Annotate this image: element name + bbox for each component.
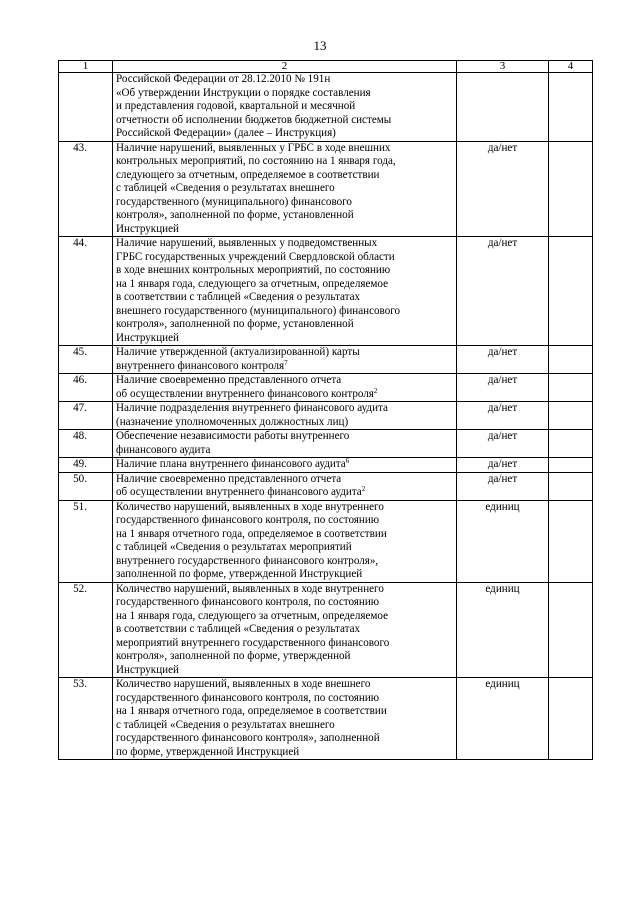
column-numbers-row: [59, 61, 593, 73]
description-line: Количество нарушений, выявленных в ходе внутреннего: [116, 582, 384, 595]
indicator-description: [113, 430, 457, 458]
table-row: [59, 374, 593, 402]
column-number: 1: [59, 61, 113, 73]
row-number: 51.: [59, 500, 113, 582]
description-line: ГРБС государственных учреждений Свердловской области: [116, 250, 395, 263]
indicator-description: [113, 402, 457, 430]
description-line: государственного финансового контроля, по состоянию: [116, 514, 380, 526]
description-line: в ходе внешних контрольных мероприятий, по состоянию: [116, 264, 391, 276]
row-number: 47.: [59, 402, 113, 430]
value-cell: [549, 346, 593, 374]
indicator-description: [113, 141, 457, 237]
value-cell: [549, 430, 593, 458]
unit-of-measure: да/нет: [457, 141, 549, 237]
description-line: контроля», заполненной по форме, установленной: [116, 318, 354, 330]
description-line: «Об утверждении Инструкции о порядке составления: [116, 86, 371, 99]
footnote-marker: 2: [373, 386, 378, 395]
description-line: и представления годовой, квартальной и месячной: [116, 100, 356, 112]
description-line: Инструкцией: [116, 663, 179, 676]
unit-of-measure: да/нет: [457, 472, 549, 500]
description-line: Наличие нарушений, выявленных у подведомственных: [116, 237, 378, 249]
row-number: 50.: [59, 472, 113, 500]
value-cell: [549, 582, 593, 678]
row-number: 52.: [59, 582, 113, 678]
table-row: [59, 430, 593, 458]
value-cell: [549, 472, 593, 500]
description-line: финансового аудита: [116, 443, 211, 456]
value-cell: [549, 678, 593, 760]
description-line: Инструкцией: [116, 331, 179, 344]
description-line: с таблицей «Сведения о результатах мероприятий: [116, 541, 352, 553]
table-row: [59, 582, 593, 678]
description-line: с таблицей «Сведения о результатах внешнего: [116, 718, 335, 731]
description-line: мероприятий внутреннего государственного финансового: [116, 636, 390, 649]
table-row: [59, 402, 593, 430]
description-line: контроля», заполненной по форме, установленной: [116, 209, 354, 221]
value-cell: [549, 374, 593, 402]
description-line: в соответствии с таблицей «Сведения о результатах: [116, 291, 361, 303]
indicators-table: [58, 60, 593, 760]
description-line: Наличие своевременно представленного отчета: [116, 472, 342, 485]
description-line: государственного (муниципального) финансового: [116, 195, 352, 208]
table-row: [59, 678, 593, 760]
value-cell: [549, 237, 593, 346]
unit-of-measure: да/нет: [457, 402, 549, 430]
unit-of-measure: да/нет: [457, 237, 549, 346]
unit-of-measure: единиц: [457, 500, 549, 582]
footnote-marker: 7: [284, 358, 288, 367]
column-number: 4: [549, 61, 593, 73]
description-line: об осуществлении внутреннего финансового аудита$^2$: [116, 485, 366, 498]
footnote-marker: 6: [345, 457, 350, 465]
value-cell: [549, 73, 593, 142]
description-line: Инструкцией: [116, 222, 179, 235]
description-line: Наличие подразделения внутреннего финансового аудита: [116, 402, 388, 414]
row-number: [59, 73, 113, 142]
row-number: 46.: [59, 374, 113, 402]
unit-of-measure: единиц: [457, 582, 549, 678]
unit-of-measure: да/нет: [457, 346, 549, 374]
table-row: [59, 346, 593, 374]
row-number: 49.: [59, 458, 113, 473]
description-line: (назначение уполномоченных должностных лиц): [116, 415, 349, 428]
description-line: Количество нарушений, выявленных в ходе внутреннего: [116, 500, 384, 513]
description-line: Наличие утвержденной (актуализированной) карты: [116, 346, 360, 358]
description-line: с таблицей «Сведения о результатах внешнего: [116, 182, 335, 194]
description-line: Наличие нарушений, выявленных у ГРБС в ходе внешних: [116, 141, 391, 154]
table-row: [59, 458, 593, 473]
row-number: 53.: [59, 678, 113, 760]
description-line: следующего за отчетным, определяемое в соответствии: [116, 168, 380, 181]
footnote-marker: 2: [361, 485, 366, 493]
unit-of-measure: единиц: [457, 678, 549, 760]
description-line: Российской Федерации» (далее – Инструкция): [116, 127, 336, 139]
description-line: контрольных мероприятий, по состоянию на 1 января года,: [116, 155, 396, 167]
description-line: контроля», заполненной по форме, утвержденной: [116, 650, 351, 662]
indicator-description: [113, 458, 457, 473]
table-row: [59, 472, 593, 500]
description-line: Российской Федерации от 28.12.2010 № 191н: [116, 73, 331, 85]
page-number: 13: [313, 38, 327, 53]
table-row: [59, 237, 593, 346]
value-cell: [549, 500, 593, 582]
description-line: внешнего государственного (муниципального) финансового: [116, 304, 401, 317]
table-row: [59, 141, 593, 237]
description-line: Обеспечение независимости работы внутреннего: [116, 430, 350, 442]
indicator-description: [113, 500, 457, 582]
row-number: 45.: [59, 346, 113, 374]
table-row: [59, 73, 593, 142]
column-number: 3: [457, 61, 549, 73]
description-line: на 1 января отчетного года, определяемое в соответствии: [116, 705, 387, 717]
description-line: государственного финансового контроля», заполненной: [116, 732, 380, 744]
table-row: [59, 500, 593, 582]
unit-of-measure: [457, 73, 549, 142]
description-line: Количество нарушений, выявленных в ходе внешнего: [116, 678, 371, 690]
description-line: по форме, утвержденной Инструкцией: [116, 745, 300, 758]
value-cell: [549, 402, 593, 430]
description-line: об осуществлении внутреннего финансового контроля$^2$: [116, 386, 378, 400]
value-cell: [549, 141, 593, 237]
description-line: в соответствии с таблицей «Сведения о результатах: [116, 623, 361, 635]
value-cell: [549, 458, 593, 473]
indicator-description: [113, 472, 457, 500]
unit-of-measure: да/нет: [457, 374, 549, 402]
table-body: [59, 73, 593, 760]
description-line: на 1 января года, следующего за отчетным, определяемое: [116, 609, 389, 622]
indicator-description: [113, 374, 457, 402]
indicator-description: [113, 678, 457, 760]
unit-of-measure: да/нет: [457, 430, 549, 458]
unit-of-measure: да/нет: [457, 458, 549, 473]
description-line: Наличие своевременно представленного отчета: [116, 374, 342, 386]
description-line: на 1 января отчетного года, определяемое в соответствии: [116, 527, 387, 540]
description-line: внутреннего финансового контроля$^7$: [116, 358, 288, 372]
indicator-description: [113, 582, 457, 678]
indicator-description: [113, 346, 457, 374]
indicator-description: [113, 237, 457, 346]
description-line: государственного финансового контроля, по состоянию: [116, 691, 380, 704]
description-line: на 1 января года, следующего за отчетным, определяемое: [116, 277, 389, 290]
row-number: 48.: [59, 430, 113, 458]
indicator-description: [113, 73, 457, 142]
row-number: 44.: [59, 237, 113, 346]
row-number: 43.: [59, 141, 113, 237]
description-line: отчетности об исполнении бюджетов бюджетной системы: [116, 113, 392, 126]
description-line: государственного финансового контроля, по состоянию: [116, 596, 380, 608]
column-number: 2: [113, 61, 457, 73]
description-line: внутреннего государственного финансового контроля»,: [116, 554, 379, 567]
description-line: Наличие плана внутреннего финансового аудита$^6$: [116, 457, 350, 470]
description-line: заполненной по форме, утвержденной Инструкцией: [116, 568, 363, 580]
